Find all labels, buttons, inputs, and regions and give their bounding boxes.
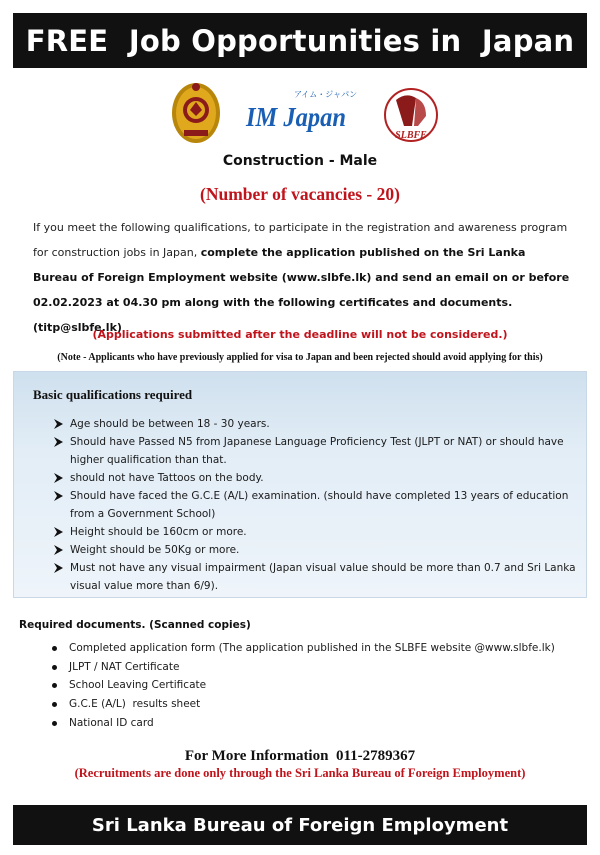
- im-japan-katakana: アイム・ジャパン: [294, 90, 358, 99]
- footer-banner: [13, 805, 587, 845]
- arrow-bullet-icon: [54, 419, 63, 429]
- document-text: National ID card: [69, 716, 154, 729]
- documents-list: [52, 639, 572, 733]
- qualifications-title: Basic qualifications required: [33, 387, 193, 402]
- list-item: [52, 714, 572, 733]
- intro-paragraph: [33, 215, 571, 340]
- im-japan-wordmark: IM Japan: [245, 102, 346, 132]
- list-item: [52, 639, 572, 658]
- intro-instructions: complete the application published on the Sri Lanka Bureau of Foreign Employment website (www.slbfe.lk) and send an email on or before 02.02.2023 at 04.30 pm along with the following certificates and documents. (titp@slbfe.lk): [33, 246, 570, 334]
- header-banner: [13, 13, 587, 68]
- deadline-notice: (Applications submitted after the deadline will not be considered.): [92, 328, 508, 341]
- note-label: (Note -: [57, 352, 89, 363]
- qualification-text: should not have Tattoos on the body.: [70, 472, 264, 484]
- qualification-text: Must not have any visual impairment (Japan visual value should be more than 0.7 and Sri Lanka visual value more than 6/9).: [70, 562, 576, 592]
- intro-text: If you meet the following qualifications, to participate in the registration and awareness program for construction jobs in Japan,: [33, 221, 568, 259]
- qualification-text: Should have Passed N5 from Japanese Language Proficiency Test (JLPT or NAT) or should have higher qualification than that.: [70, 436, 564, 466]
- bullet-dot-icon: [52, 721, 57, 726]
- contact-info: For More Information 011-2789367: [184, 748, 416, 764]
- arrow-bullet-icon: [54, 527, 63, 537]
- list-item: [54, 469, 576, 487]
- slbfe-wordmark: SLBFE: [395, 130, 427, 141]
- page-title: FREE Job Opportunities in Japan: [25, 23, 575, 58]
- document-text: School Leaving Certificate: [69, 679, 207, 692]
- qualification-text: Should have faced the G.C.E (A/L) examination. (should have completed 13 years of education from a Government School): [70, 490, 569, 520]
- document-text: JLPT / NAT Certificate: [69, 660, 180, 673]
- list-item: [54, 559, 576, 595]
- qualification-text: Age should be between 18 - 30 years.: [70, 418, 270, 430]
- arrow-bullet-icon: [54, 437, 63, 447]
- bullet-dot-icon: [52, 646, 57, 651]
- document-text: G.C.E (A/L) results sheet: [69, 698, 201, 711]
- recruitment-notice: (Recruitments are done only through the Sri Lanka Bureau of Foreign Employment): [74, 766, 526, 780]
- arrow-bullet-icon: [54, 491, 63, 501]
- slbfe-logo: [382, 86, 440, 146]
- sri-lanka-emblem-icon: [170, 80, 222, 146]
- list-item: [54, 523, 576, 541]
- bullet-dot-icon: [52, 665, 57, 670]
- list-item: [52, 676, 572, 695]
- list-item: [52, 695, 572, 714]
- qualifications-panel: [13, 371, 587, 598]
- qualification-text: Weight should be 50Kg or more.: [70, 544, 240, 556]
- logo-row: [0, 78, 600, 150]
- document-text: Completed application form (The application published in the SLBFE website @www.slbfe.lk): [69, 642, 555, 654]
- bullet-dot-icon: [52, 683, 57, 688]
- note-line: [0, 352, 600, 363]
- list-item: [52, 658, 572, 677]
- job-category: Construction - Male: [222, 153, 378, 169]
- list-item: [54, 487, 576, 523]
- arrow-bullet-icon: [54, 473, 63, 483]
- list-item: [54, 541, 576, 559]
- qualifications-list: [54, 415, 576, 595]
- qualification-text: Height should be 160cm or more.: [70, 526, 247, 538]
- documents-title: Required documents. (Scanned copies): [19, 619, 251, 631]
- footer-title: Sri Lanka Bureau of Foreign Employment: [91, 814, 509, 836]
- note-text: Applicants who have previously applied for visa to Japan and been rejected should avoid applying for this): [88, 352, 543, 363]
- vacancy-count: (Number of vacancies - 20): [200, 184, 400, 204]
- im-japan-logo: [244, 86, 358, 136]
- list-item: [54, 415, 576, 433]
- list-item: [54, 433, 576, 469]
- arrow-bullet-icon: [54, 545, 63, 555]
- bullet-dot-icon: [52, 702, 57, 707]
- arrow-bullet-icon: [54, 563, 63, 573]
